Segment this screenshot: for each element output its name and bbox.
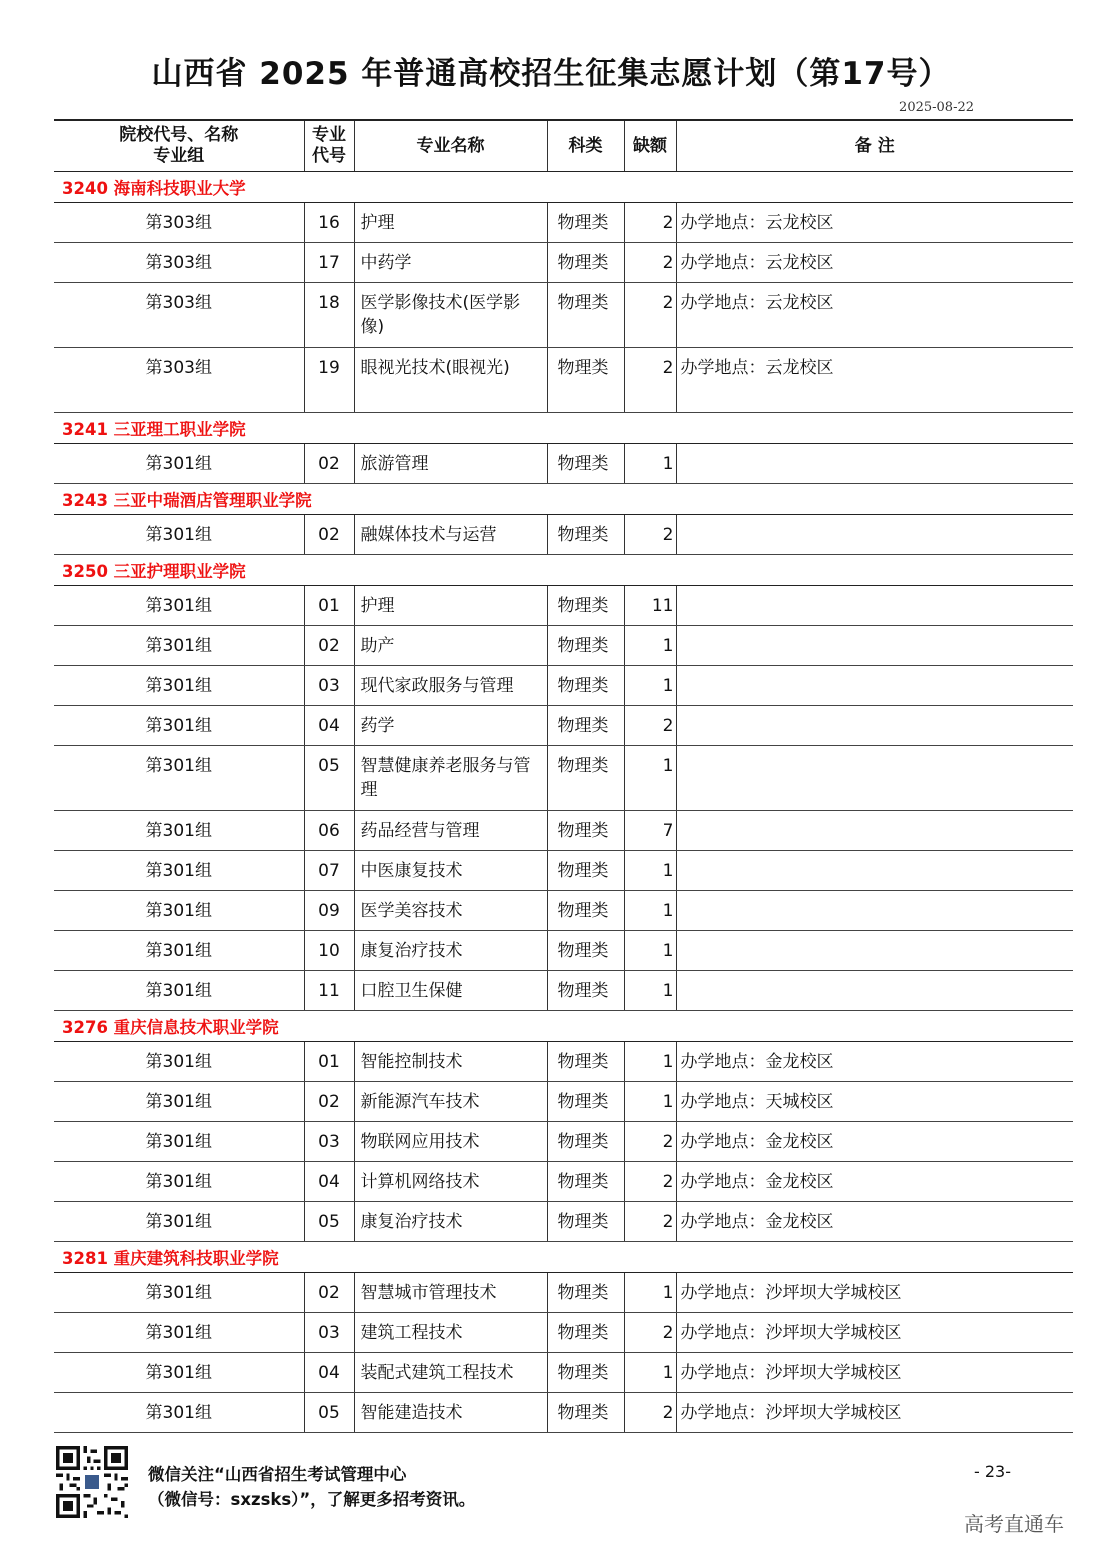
table-row [54,283,1073,348]
major-name-cell: 计算机网络技术 [354,1162,547,1202]
major-code-cell: 01 [304,1042,354,1082]
vacancy-cell: 1 [624,1082,676,1122]
major-code-cell: 02 [304,626,354,666]
major-code-cell: 11 [304,971,354,1011]
vacancy-cell: 1 [624,1042,676,1082]
group-cell: 第303组 [54,203,304,243]
school-header-row [54,484,1073,515]
group-cell: 第301组 [54,971,304,1011]
group-cell: 第303组 [54,283,304,348]
school-name: 3276 重庆信息技术职业学院 [54,1011,1073,1042]
header-vacancy: 缺额 [624,120,676,172]
note-cell [676,931,1073,971]
note-cell: 办学地点：沙坪坝大学城校区 [676,1393,1073,1433]
group-cell: 第303组 [54,243,304,283]
major-name-cell: 新能源汽车技术 [354,1082,547,1122]
page-title: 山西省 2025 年普通高校招生征集志愿计划（第17号） [151,56,951,92]
note-cell: 办学地点：云龙校区 [676,348,1073,413]
category-cell: 物理类 [547,1313,624,1353]
note-cell: 办学地点：沙坪坝大学城校区 [676,1313,1073,1353]
vacancy-cell: 2 [624,1313,676,1353]
table-header-row [54,120,1073,172]
major-code-cell: 04 [304,706,354,746]
group-cell: 第301组 [54,1393,304,1433]
footer-note: 微信关注“山西省招生考试管理中心 （微信号：sxzsks）”，了解更多招考资讯。 [148,1465,476,1509]
school-header-row [54,172,1073,203]
major-name-cell: 药品经营与管理 [354,811,547,851]
school-name: 3241 三亚理工职业学院 [54,413,1073,444]
major-code-cell: 02 [304,444,354,484]
vacancy-cell: 1 [624,746,676,811]
major-name-cell: 建筑工程技术 [354,1313,547,1353]
table-row [54,666,1073,706]
note-cell: 办学地点：金龙校区 [676,1162,1073,1202]
note-cell [676,626,1073,666]
group-cell: 第301组 [54,1042,304,1082]
category-cell: 物理类 [547,1082,624,1122]
major-name-cell: 中药学 [354,243,547,283]
category-cell: 物理类 [547,706,624,746]
group-cell: 第301组 [54,666,304,706]
school-header-row [54,555,1073,586]
category-cell: 物理类 [547,746,624,811]
table-row [54,626,1073,666]
category-cell: 物理类 [547,348,624,413]
note-cell [676,851,1073,891]
table-row [54,1202,1073,1242]
category-cell: 物理类 [547,203,624,243]
major-code-cell: 03 [304,1122,354,1162]
major-code-cell: 09 [304,891,354,931]
major-name-cell: 口腔卫生保健 [354,971,547,1011]
category-cell: 物理类 [547,1162,624,1202]
group-cell: 第301组 [54,1122,304,1162]
major-name-cell: 物联网应用技术 [354,1122,547,1162]
major-name-cell: 智能建造技术 [354,1393,547,1433]
table-row [54,1353,1073,1393]
note-cell [676,706,1073,746]
vacancy-cell: 1 [624,931,676,971]
major-name-cell: 装配式建筑工程技术 [354,1353,547,1393]
school-header-row [54,1242,1073,1273]
major-code-cell: 18 [304,283,354,348]
vacancy-cell: 1 [624,891,676,931]
major-name-cell: 助产 [354,626,547,666]
group-cell: 第301组 [54,1082,304,1122]
major-code-cell: 02 [304,515,354,555]
note-cell: 办学地点：金龙校区 [676,1122,1073,1162]
note-cell: 办学地点：云龙校区 [676,203,1073,243]
major-name-cell: 智能控制技术 [354,1042,547,1082]
vacancy-cell: 2 [624,706,676,746]
vacancy-cell: 1 [624,444,676,484]
category-cell: 物理类 [547,851,624,891]
major-name-cell: 智慧城市管理技术 [354,1273,547,1313]
table-row [54,811,1073,851]
category-cell: 物理类 [547,515,624,555]
school-name: 3243 三亚中瑞酒店管理职业学院 [54,484,1073,515]
table-row [54,1042,1073,1082]
category-cell: 物理类 [547,586,624,626]
vacancy-cell: 1 [624,626,676,666]
vacancy-cell: 2 [624,1162,676,1202]
table-row [54,1082,1073,1122]
note-cell [676,515,1073,555]
major-code-cell: 01 [304,586,354,626]
vacancy-cell: 2 [624,1202,676,1242]
major-code-cell: 05 [304,1202,354,1242]
category-cell: 物理类 [547,1393,624,1433]
table-row [54,243,1073,283]
category-cell: 物理类 [547,626,624,666]
header-category: 科类 [547,120,624,172]
watermark-brand: 高考直通车 [964,1512,1064,1536]
note-cell [676,586,1073,626]
table-row [54,348,1073,413]
major-name-cell: 康复治疗技术 [354,931,547,971]
table-row [54,746,1073,811]
group-cell: 第303组 [54,348,304,413]
group-cell: 第301组 [54,891,304,931]
vacancy-cell: 1 [624,971,676,1011]
qr-code [56,1446,128,1518]
major-code-cell: 02 [304,1273,354,1313]
major-code-cell: 04 [304,1162,354,1202]
category-cell: 物理类 [547,1202,624,1242]
page-number: - 23- [974,1462,1011,1481]
major-name-cell: 医学美容技术 [354,891,547,931]
major-code-cell: 06 [304,811,354,851]
major-code-cell: 10 [304,931,354,971]
category-cell: 物理类 [547,891,624,931]
group-cell: 第301组 [54,931,304,971]
vacancy-cell: 2 [624,348,676,413]
note-cell [676,746,1073,811]
note-cell [676,971,1073,1011]
table-row [54,1393,1073,1433]
vacancy-cell: 1 [624,851,676,891]
major-name-cell: 护理 [354,586,547,626]
group-cell: 第301组 [54,746,304,811]
category-cell: 物理类 [547,971,624,1011]
category-cell: 物理类 [547,1042,624,1082]
category-cell: 物理类 [547,444,624,484]
major-code-cell: 03 [304,1313,354,1353]
table-row [54,851,1073,891]
note-cell [676,891,1073,931]
major-code-cell: 05 [304,1393,354,1433]
note-cell: 办学地点：云龙校区 [676,283,1073,348]
group-cell: 第301组 [54,586,304,626]
vacancy-cell: 1 [624,666,676,706]
major-name-cell: 融媒体技术与运营 [354,515,547,555]
vacancy-cell: 2 [624,515,676,555]
header-major-code: 专业 代号 [304,120,354,172]
category-cell: 物理类 [547,1122,624,1162]
note-cell [676,811,1073,851]
group-cell: 第301组 [54,444,304,484]
vacancy-cell: 2 [624,1393,676,1433]
major-name-cell: 眼视光技术(眼视光) [354,348,547,413]
major-code-cell: 19 [304,348,354,413]
major-name-cell: 药学 [354,706,547,746]
header-major-name: 专业名称 [354,120,547,172]
note-cell: 办学地点：云龙校区 [676,243,1073,283]
table-row [54,1162,1073,1202]
major-code-cell: 05 [304,746,354,811]
major-code-cell: 04 [304,1353,354,1393]
major-code-cell: 17 [304,243,354,283]
vacancy-cell: 1 [624,1273,676,1313]
vacancy-cell: 2 [624,283,676,348]
category-cell: 物理类 [547,243,624,283]
table-row [54,706,1073,746]
school-name: 3250 三亚护理职业学院 [54,555,1073,586]
school-header-row [54,1011,1073,1042]
group-cell: 第301组 [54,1202,304,1242]
vacancy-cell: 2 [624,243,676,283]
vacancy-cell: 1 [624,1353,676,1393]
table-row [54,1122,1073,1162]
table-row [54,931,1073,971]
note-cell: 办学地点：沙坪坝大学城校区 [676,1353,1073,1393]
group-cell: 第301组 [54,811,304,851]
group-cell: 第301组 [54,851,304,891]
school-name: 3281 重庆建筑科技职业学院 [54,1242,1073,1273]
category-cell: 物理类 [547,811,624,851]
table-row [54,444,1073,484]
major-name-cell: 医学影像技术(医学影像) [354,283,547,348]
major-code-cell: 03 [304,666,354,706]
major-name-cell: 康复治疗技术 [354,1202,547,1242]
note-cell [676,666,1073,706]
vacancy-cell: 2 [624,1122,676,1162]
school-name: 3240 海南科技职业大学 [54,172,1073,203]
category-cell: 物理类 [547,1273,624,1313]
note-cell: 办学地点：沙坪坝大学城校区 [676,1273,1073,1313]
group-cell: 第301组 [54,515,304,555]
note-cell: 办学地点：金龙校区 [676,1202,1073,1242]
header-school-group: 院校代号、名称 专业组 [54,120,304,172]
group-cell: 第301组 [54,1273,304,1313]
major-code-cell: 02 [304,1082,354,1122]
major-name-cell: 现代家政服务与管理 [354,666,547,706]
group-cell: 第301组 [54,1353,304,1393]
vacancy-cell: 11 [624,586,676,626]
category-cell: 物理类 [547,666,624,706]
table-row [54,1273,1073,1313]
group-cell: 第301组 [54,626,304,666]
note-cell: 办学地点：天城校区 [676,1082,1073,1122]
major-name-cell: 中医康复技术 [354,851,547,891]
group-cell: 第301组 [54,1162,304,1202]
group-cell: 第301组 [54,1313,304,1353]
major-code-cell: 07 [304,851,354,891]
category-cell: 物理类 [547,283,624,348]
vacancy-cell: 7 [624,811,676,851]
header-note: 备 注 [676,120,1073,172]
enrollment-plan-table [54,119,1073,1433]
major-name-cell: 旅游管理 [354,444,547,484]
table-row [54,586,1073,626]
major-code-cell: 16 [304,203,354,243]
note-cell: 办学地点：金龙校区 [676,1042,1073,1082]
table-row [54,891,1073,931]
note-cell [676,444,1073,484]
table-row [54,1313,1073,1353]
major-name-cell: 智慧健康养老服务与管理 [354,746,547,811]
table-row [54,971,1073,1011]
vacancy-cell: 2 [624,203,676,243]
category-cell: 物理类 [547,931,624,971]
major-name-cell: 护理 [354,203,547,243]
category-cell: 物理类 [547,1353,624,1393]
table-row [54,203,1073,243]
school-header-row [54,413,1073,444]
table-row [54,515,1073,555]
publish-date: 2025-08-22 [899,100,974,115]
group-cell: 第301组 [54,706,304,746]
